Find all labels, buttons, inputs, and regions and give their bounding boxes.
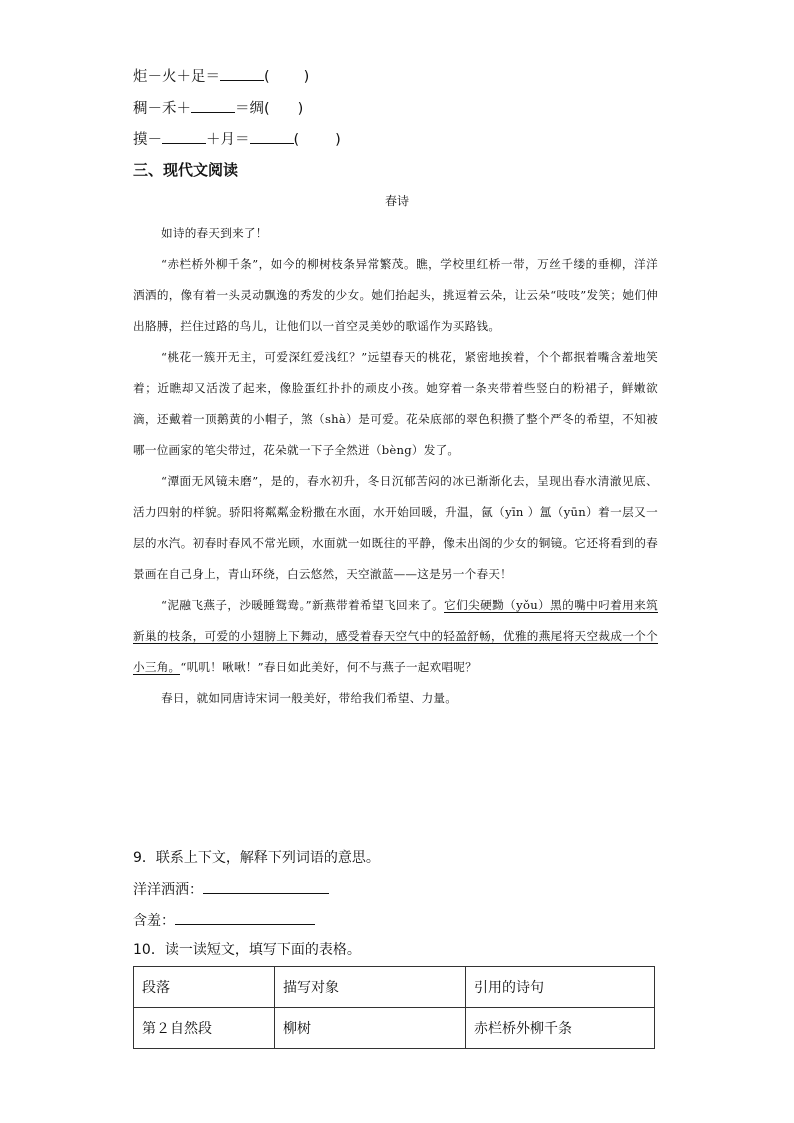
article-paragraph-3: “桃花一簇开无主，可爱深红爱浅红？”远望春天的桃花，紧密地挨着，个个都抿着嘴含羞地笑着；近瞧却又活泼了起来，像脸蛋红扑扑的顽皮小孩。她穿着一条夹带着些竖白的粉裙子，鲜嫩欲滴，还戴着一顶鹅黄的小帽子，煞（shà）是可爱。花朵底部的翠色积攒了整个严冬的希望，不知被哪一位画家的笔尖带过，花朵就一下子全然迸（bèng）发了。 xyxy=(133,350,658,457)
article-body xyxy=(133,218,658,714)
paren-close: ) xyxy=(303,69,310,85)
answer-table xyxy=(133,966,655,1049)
question-9-prompt: 9．联系上下文，解释下列词语的意思。 xyxy=(133,850,380,866)
formula-text: ＝绸( xyxy=(235,101,270,117)
paren-close: ) xyxy=(297,101,304,117)
article-paragraph-4: “潭面无风镜未磨”，是的，春水初升，冬日沉郁苦闷的冰已渐渐化去，呈现出春水清澈见底、活力四射的样貌。骄阳将粼粼金粉撒在水面，水开始回暖，升温，氤（yīn ）氲（yūn）着一层又一层的水汽。初春时春风不常光顾，水面就一如既往的平静，像未出阁的少女的铜镜。它还将看到的春景画在自己身上，青山环绕，白云悠然，天空澈蓝——这是另一个春天！ xyxy=(133,474,658,581)
term-label: 洋洋洒洒： xyxy=(133,882,203,898)
table-header-cell: 引用的诗句 xyxy=(466,967,655,1008)
article-paragraph-2: “赤栏桥外柳千条”，如今的柳树枝条异常繁茂。瞧，学校里红桥一带，万丝千缕的垂柳，洋洋洒洒的，像有着一头灵动飘逸的秀发的少女。她们抬起头，挑逗着云朵，让云朵“吱吱”发笑；她们伸出胳膊，拦住过路的鸟儿，让他们以一首空灵美妙的歌谣作为买路钱。 xyxy=(133,257,658,333)
answer-line[interactable] xyxy=(203,879,329,894)
question-9-item-2 xyxy=(133,910,315,931)
answer-blank[interactable] xyxy=(250,129,294,144)
table-cell: 柳树 xyxy=(275,1008,466,1049)
answer-blank[interactable] xyxy=(191,98,235,113)
formula-line-1 xyxy=(133,66,309,87)
term-label: 含羞： xyxy=(133,913,175,929)
formula-line-3 xyxy=(133,129,341,150)
underlined-sentence: 它们尖硬黝（yǒu）黑的嘴中叼着用来筑新巢的枝条，可爱的小翅膀上下舞动，感受着春天空气中的轻盈舒畅，优雅的燕尾将天空裁成一个个小三角。 xyxy=(133,598,659,674)
paren-close: ) xyxy=(335,132,341,148)
paragraph-5-lead: “泥融飞燕子，沙暖睡鸳鸯。”新燕带着希望飞回来了。 xyxy=(161,598,445,612)
table-cell: 赤栏桥外柳千条 xyxy=(466,1008,655,1049)
answer-blank[interactable] xyxy=(220,66,264,81)
paren-open: ( xyxy=(293,132,300,148)
paragraph-5-tail: “叽叽！啾啾！”春日如此美好，何不与燕子一起欢唱呢？ xyxy=(180,660,477,674)
answer-line[interactable] xyxy=(175,910,315,925)
paren-open: ( xyxy=(264,69,270,85)
article-paragraph-1: 如诗的春天到来了！ xyxy=(161,226,268,240)
section-title: 三、现代文阅读 xyxy=(133,161,239,179)
formula-text: 摸－ xyxy=(133,132,162,148)
table-header-row xyxy=(134,967,655,1008)
article-paragraph-5 xyxy=(133,590,658,683)
question-10-prompt: 10．读一读短文，填写下面的表格。 xyxy=(133,942,361,958)
article-title: 春诗 xyxy=(384,194,409,208)
article-paragraph-6: 春日，就如同唐诗宋词一般美好，带给我们希望、力量。 xyxy=(161,691,458,705)
table-header-cell: 描写对象 xyxy=(275,967,466,1008)
table-header-cell: 段落 xyxy=(134,967,275,1008)
formula-text: 炬－火＋足＝ xyxy=(133,69,220,85)
answer-blank[interactable] xyxy=(162,129,206,144)
formula-line-2 xyxy=(133,98,303,119)
formula-text: ＋月＝ xyxy=(206,132,250,148)
formula-text: 稠－禾＋ xyxy=(133,101,191,117)
table-row xyxy=(134,1008,655,1049)
question-9-item-1 xyxy=(133,879,329,900)
table-cell: 第２自然段 xyxy=(134,1008,275,1049)
